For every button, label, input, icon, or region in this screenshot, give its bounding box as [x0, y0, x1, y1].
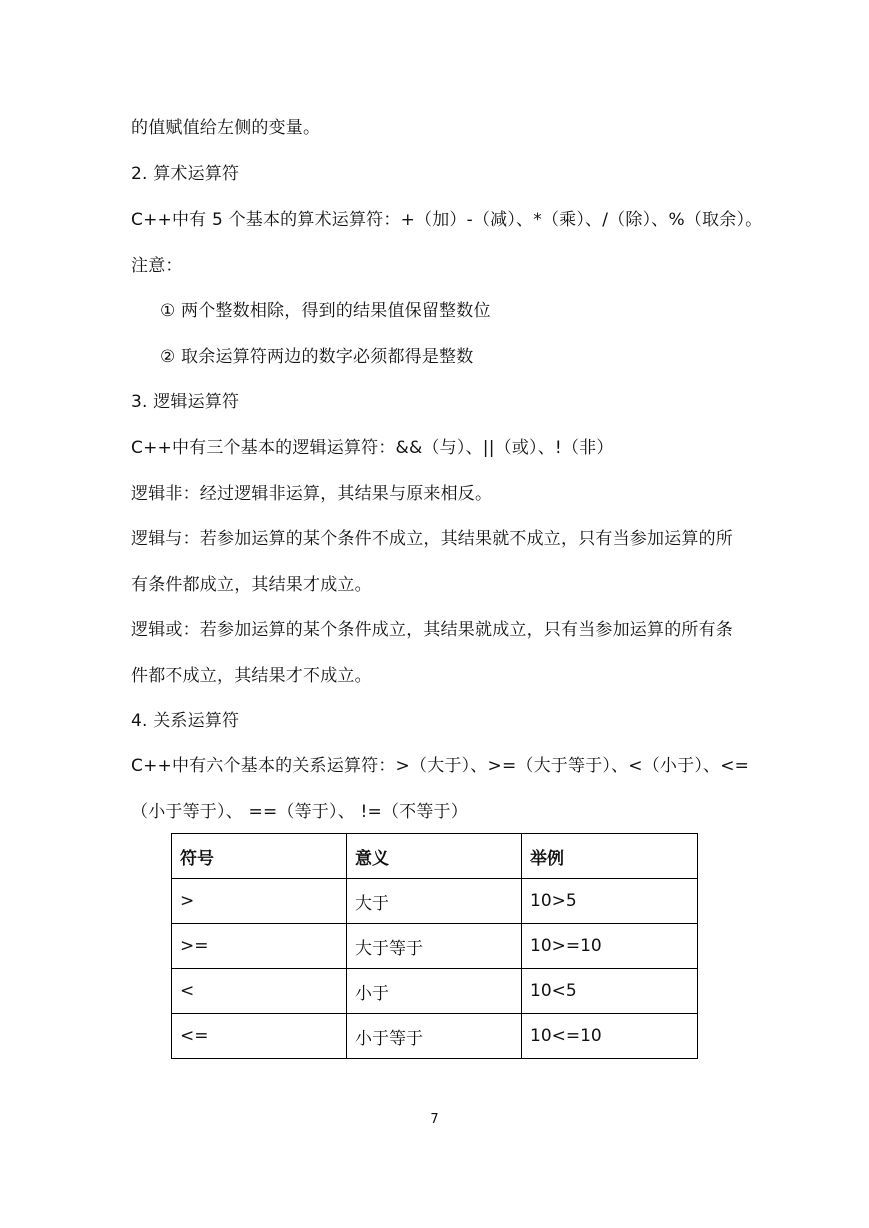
page-number: 7	[430, 1112, 439, 1127]
table-header-row	[172, 834, 698, 879]
header-example: 举例	[522, 834, 698, 879]
cell-symbol: >=	[172, 924, 347, 969]
heading-logical-operators: 3. 逻辑运算符	[131, 392, 240, 412]
paragraph-logical-or-line1: 逻辑或：若参加运算的某个条件成立，其结果就成立，只有当参加运算的所有条	[131, 620, 733, 640]
cell-example: 10>5	[522, 879, 698, 924]
cell-meaning: 小于	[347, 969, 522, 1014]
paragraph-arithmetic-operators: C++中有 5 个基本的算术运算符：+（加）-（减）、*（乘）、/（除）、%（取余）。	[131, 210, 763, 230]
cell-example: 10<5	[522, 969, 698, 1014]
cell-meaning: 大于	[347, 879, 522, 924]
heading-relational-operators: 4. 关系运算符	[131, 711, 240, 731]
paragraph-relational-operators-line2: （小于等于）、 ==（等于）、 !=（不等于）	[131, 802, 468, 822]
cell-example: 10>=10	[522, 924, 698, 969]
table-row	[172, 879, 698, 924]
table-row	[172, 1014, 698, 1059]
cell-symbol: <	[172, 969, 347, 1014]
table-row	[172, 924, 698, 969]
cell-meaning: 大于等于	[347, 924, 522, 969]
cell-symbol: <=	[172, 1014, 347, 1059]
relational-operators-table	[171, 833, 698, 1059]
header-meaning: 意义	[347, 834, 522, 879]
paragraph-logical-and-line1: 逻辑与：若参加运算的某个条件不成立，其结果就不成立，只有当参加运算的所	[131, 529, 733, 549]
paragraph-logical-or-line2: 件都不成立，其结果才不成立。	[131, 666, 372, 686]
paragraph-logical-not: 逻辑非：经过逻辑非运算，其结果与原来相反。	[131, 484, 493, 504]
paragraph-logical-and-line2: 有条件都成立，其结果才成立。	[131, 575, 372, 595]
table-row	[172, 969, 698, 1014]
note-label: 注意：	[131, 256, 183, 276]
cell-meaning: 小于等于	[347, 1014, 522, 1059]
header-symbol: 符号	[172, 834, 347, 879]
note-item-1: ① 两个整数相除，得到的结果值保留整数位	[160, 301, 491, 321]
paragraph-logical-operators: C++中有三个基本的逻辑运算符：&&（与）、||（或）、!（非）	[131, 438, 614, 458]
cell-symbol: >	[172, 879, 347, 924]
paragraph-relational-operators-line1: C++中有六个基本的关系运算符：>（大于）、>=（大于等于）、<（小于）、<=	[131, 756, 750, 776]
paragraph-assignment-tail: 的值赋值给左侧的变量。	[131, 118, 321, 138]
heading-arithmetic-operators: 2. 算术运算符	[131, 164, 240, 184]
note-item-2: ② 取余运算符两边的数字必须都得是整数	[160, 347, 474, 367]
cell-example: 10<=10	[522, 1014, 698, 1059]
